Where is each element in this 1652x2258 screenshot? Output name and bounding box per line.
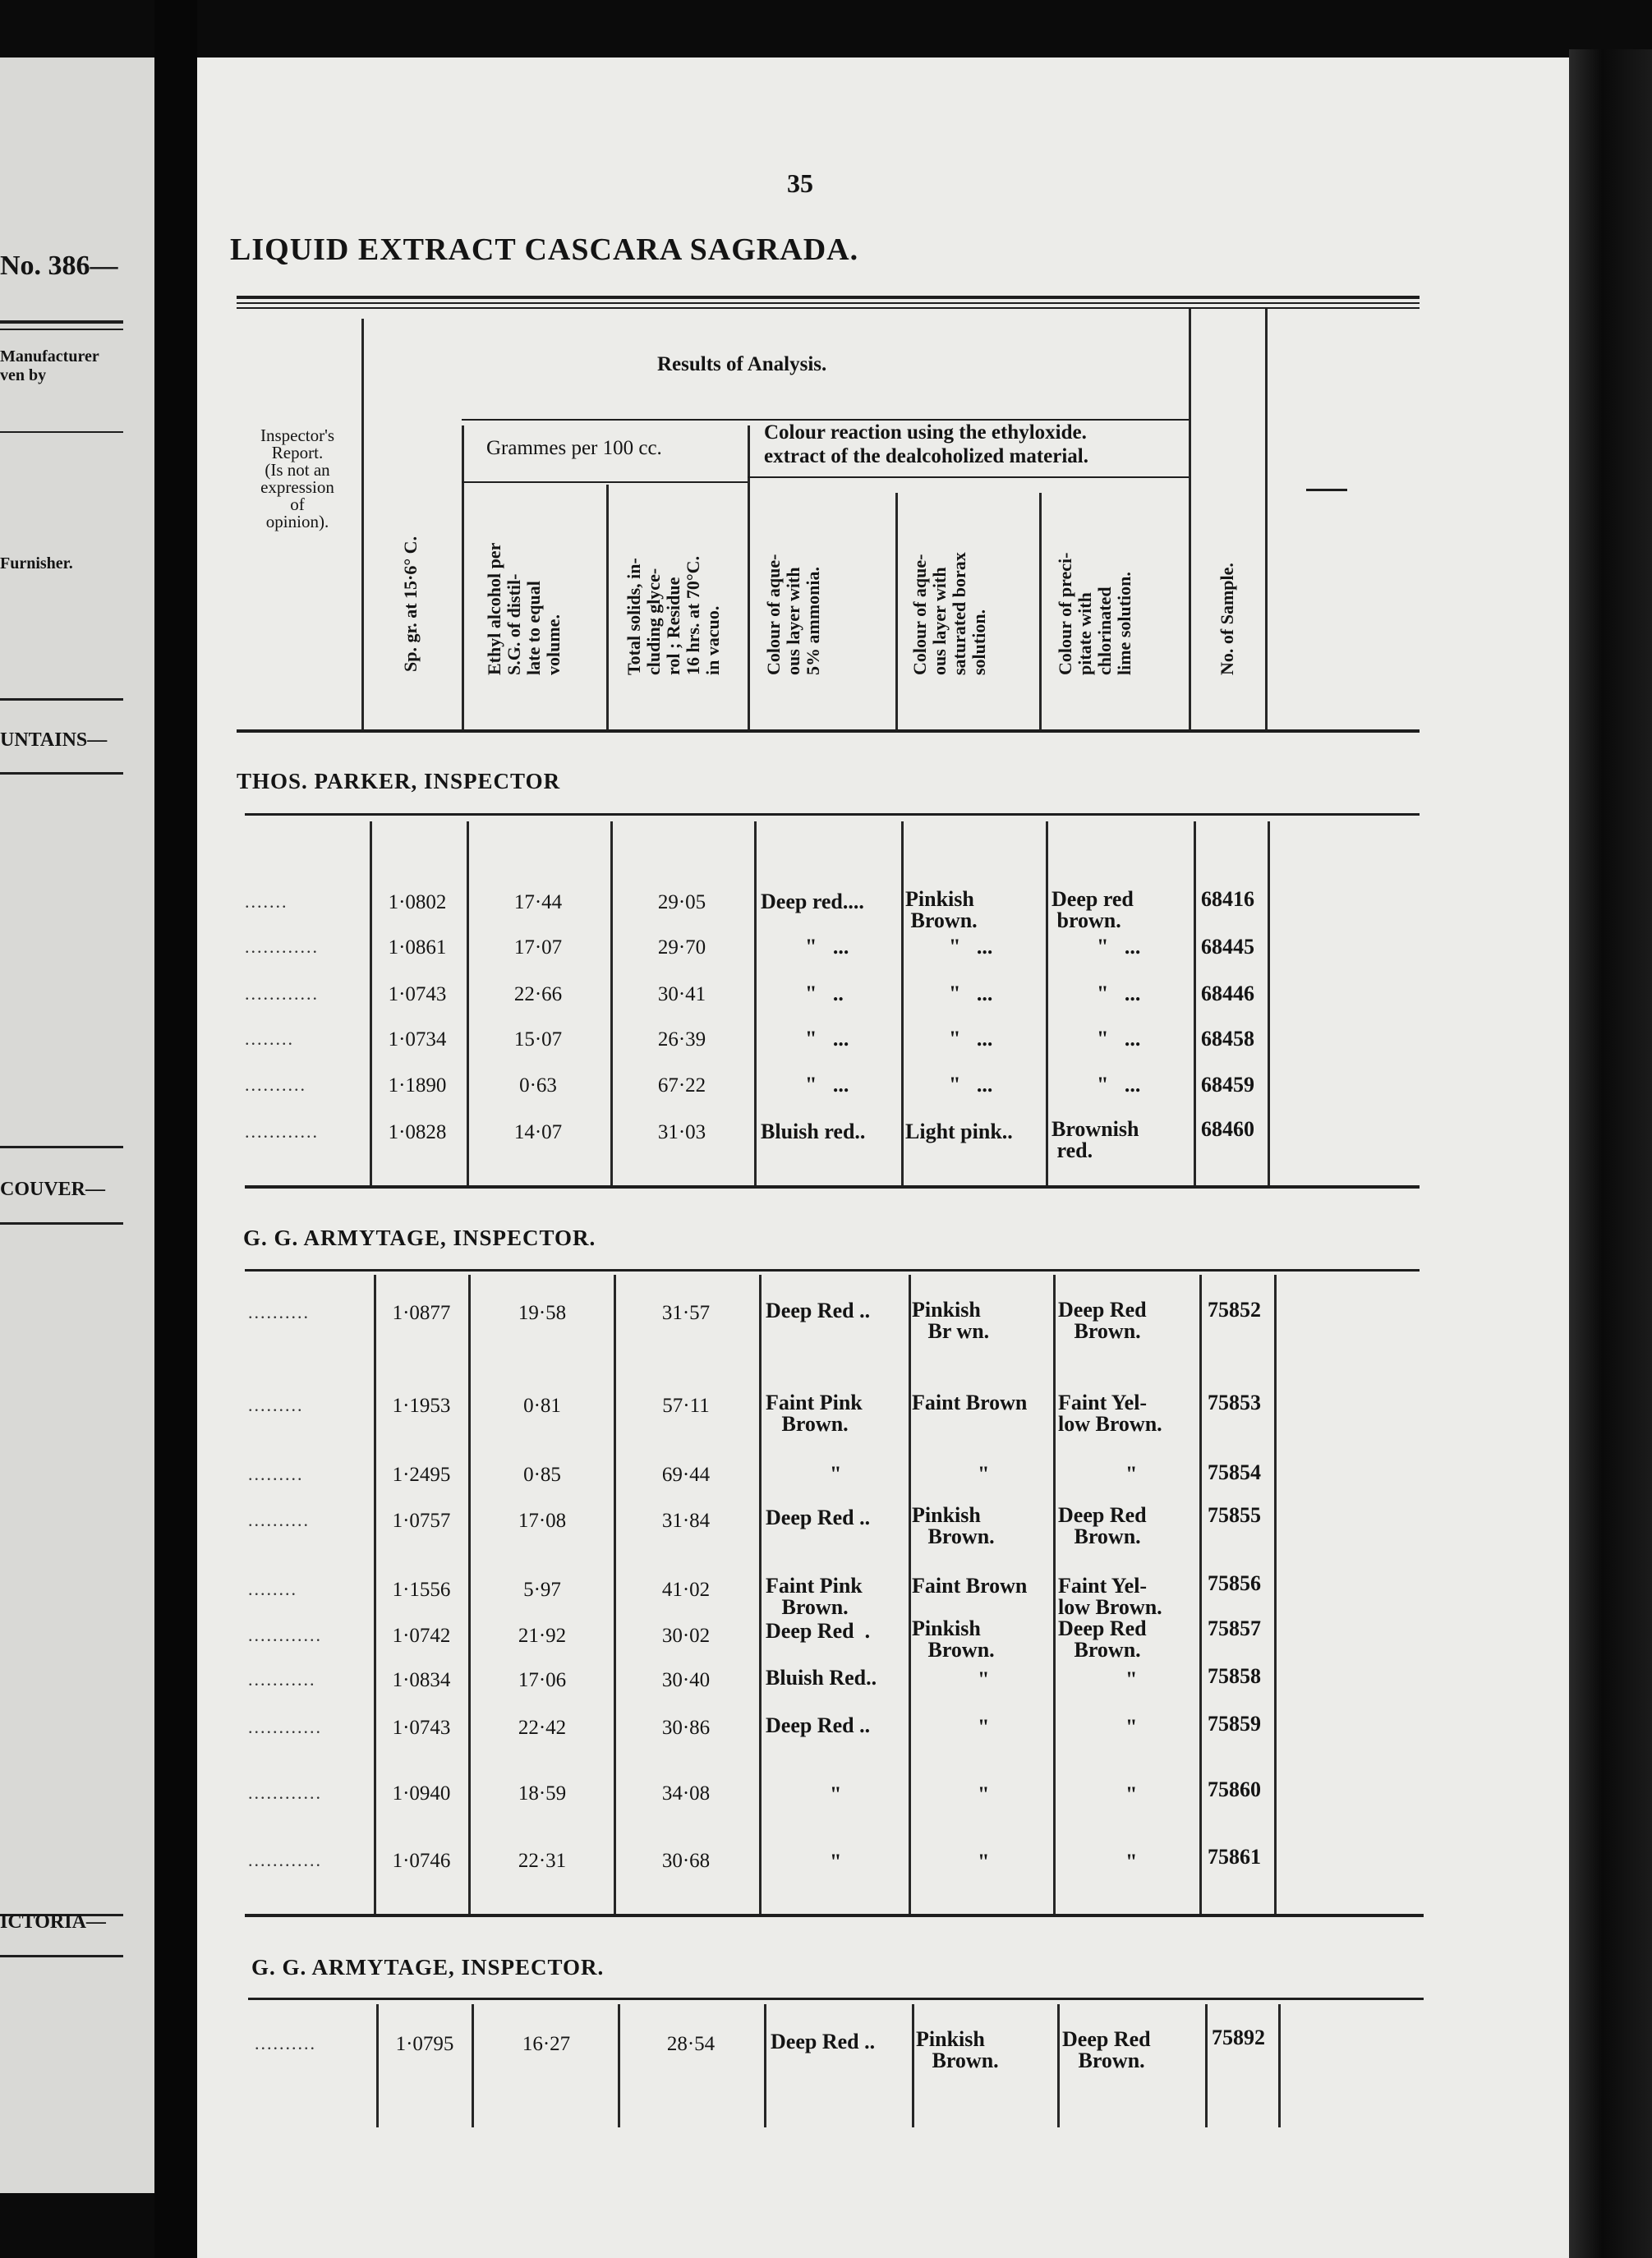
sample-no-cell: 75892 xyxy=(1212,2026,1265,2049)
header-col-precip: Colour of preci- pitate with chlorinated lime solution. xyxy=(1055,552,1134,675)
colour-precip-cell: Deep Red Brown. xyxy=(1058,1616,1147,1662)
colour-borax-cell: " ... xyxy=(949,1073,993,1097)
ethyl-cell: 17·07 xyxy=(513,936,563,959)
report-cell: ............ xyxy=(245,1121,319,1142)
sp-gr-cell: 1·0795 xyxy=(395,2033,454,2055)
ethyl-cell: 0·63 xyxy=(519,1074,557,1097)
colour-precip-cell: " ... xyxy=(1097,1027,1141,1051)
sample-no-cell: 75852 xyxy=(1208,1298,1261,1322)
sp-gr-cell: 1·0940 xyxy=(392,1782,451,1805)
header-results: Results of Analysis. xyxy=(657,353,827,375)
sample-no-cell: 75853 xyxy=(1208,1391,1261,1414)
colour-borax-cell: " xyxy=(978,1715,990,1739)
colour-borax-cell: Pinkish Brown. xyxy=(916,2027,999,2072)
header-col-borax: Colour of aque- ous layer with saturated borax solution. xyxy=(909,552,989,675)
solids-cell: 26·39 xyxy=(657,1028,706,1051)
header-col-ammonia: Colour of aque- ous layer with 5% ammonia. xyxy=(763,554,823,675)
sample-no-cell: 68458 xyxy=(1201,1027,1254,1051)
left-given-by: ven by xyxy=(0,366,47,384)
sp-gr-cell: 1·0861 xyxy=(388,936,447,959)
ethyl-cell: 17·08 xyxy=(518,1510,567,1532)
left-manufacturer: Manufacturer xyxy=(0,347,99,366)
colour-borax-cell: Pinkish Brown. xyxy=(912,1616,995,1662)
solids-cell: 57·11 xyxy=(662,1395,710,1417)
sample-no-cell: 68446 xyxy=(1201,982,1254,1005)
colour-ammonia-cell: Deep Red .. xyxy=(766,1713,871,1737)
left-section-1: UNTAINS— xyxy=(0,729,108,751)
solids-cell: 69·44 xyxy=(661,1464,711,1486)
colour-ammonia-cell: " .. xyxy=(805,982,844,1005)
left-furnisher: Furnisher. xyxy=(0,554,73,573)
ethyl-cell: 14·07 xyxy=(513,1121,563,1143)
solids-cell: 30·86 xyxy=(661,1717,711,1739)
report-cell: ............ xyxy=(245,936,319,957)
colour-borax-cell: Pinkish Brown. xyxy=(912,1503,995,1548)
colour-ammonia-cell: Deep Red .. xyxy=(771,2030,876,2053)
sample-no-cell: 68416 xyxy=(1201,887,1254,911)
header-grammes: Grammes per 100 cc. xyxy=(486,437,662,459)
ethyl-cell: 16·27 xyxy=(522,2033,571,2055)
ethyl-cell: 19·58 xyxy=(518,1302,567,1324)
colour-borax-cell: " ... xyxy=(949,982,993,1005)
colour-borax-cell: " xyxy=(978,1850,990,1874)
colour-precip-cell: Faint Yel- low Brown. xyxy=(1058,1391,1162,1436)
colour-borax-cell: Pinkish Br wn. xyxy=(912,1298,990,1343)
colour-precip-cell: " xyxy=(1125,1462,1138,1486)
sample-no-cell: 68460 xyxy=(1201,1117,1254,1141)
colour-borax-cell: " ... xyxy=(949,935,993,959)
sp-gr-cell: 1·1953 xyxy=(392,1395,451,1417)
solids-cell: 67·22 xyxy=(657,1074,706,1097)
report-cell: ............ xyxy=(248,1625,322,1645)
colour-ammonia-cell: " ... xyxy=(805,1027,849,1051)
colour-ammonia-cell: Deep Red .. xyxy=(766,1299,871,1322)
colour-ammonia-cell: Bluish red.. xyxy=(761,1120,866,1143)
sp-gr-cell: 1·2495 xyxy=(392,1464,451,1486)
sp-gr-cell: 1·0743 xyxy=(388,983,447,1005)
report-cell: ............ xyxy=(248,1850,322,1870)
header-ethyl: Ethyl alcohol per S.G. of distil- late to equal volume. xyxy=(484,542,564,675)
sample-no-cell: 75859 xyxy=(1208,1712,1261,1736)
left-page-fragment xyxy=(0,57,154,2193)
colour-borax-cell: Faint Brown xyxy=(912,1574,1028,1598)
colour-borax-cell: Faint Brown xyxy=(912,1391,1028,1414)
colour-ammonia-cell: " ... xyxy=(805,935,849,959)
ethyl-cell: 22·66 xyxy=(513,983,563,1005)
solids-cell: 30·02 xyxy=(661,1625,711,1647)
sp-gr-cell: 1·0743 xyxy=(392,1717,451,1739)
colour-borax-cell: Pinkish Brown. xyxy=(905,887,978,932)
colour-precip-cell: Deep Red Brown. xyxy=(1058,1503,1147,1548)
solids-cell: 31·57 xyxy=(661,1302,711,1324)
solids-cell: 31·03 xyxy=(657,1121,706,1143)
report-cell: .......... xyxy=(248,1302,310,1322)
colour-precip-cell: " xyxy=(1125,1850,1138,1874)
sp-gr-cell: 1·0802 xyxy=(388,891,447,913)
left-section-2: COUVER— xyxy=(0,1179,106,1200)
sp-gr-cell: 1·0746 xyxy=(392,1850,451,1872)
colour-precip-cell: Deep Red Brown. xyxy=(1058,1298,1147,1343)
colour-ammonia-cell: " xyxy=(830,1850,842,1874)
colour-ammonia-cell: " ... xyxy=(805,1073,849,1097)
report-cell: ............ xyxy=(248,1782,322,1803)
inspector-heading: G. G. ARMYTAGE, INSPECTOR. xyxy=(251,1955,605,1980)
left-section-3: ICTORIA— xyxy=(0,1911,106,1933)
sp-gr-cell: 1·0834 xyxy=(392,1669,451,1691)
document-page xyxy=(197,57,1569,2258)
sample-no-cell: 75858 xyxy=(1208,1664,1261,1688)
colour-precip-cell: " xyxy=(1125,1782,1138,1806)
colour-borax-cell: " ... xyxy=(949,1027,993,1051)
page-number: 35 xyxy=(787,168,813,198)
colour-precip-cell: Faint Yel- low Brown. xyxy=(1058,1574,1162,1619)
sp-gr-cell: 1·1556 xyxy=(392,1579,451,1601)
colour-ammonia-cell: Deep red.... xyxy=(761,890,864,913)
header-colour-reaction: Colour reaction using the ethyloxide. extract of the dealcoholized material. xyxy=(764,421,1089,467)
report-cell: ........ xyxy=(245,1028,294,1049)
page-title: LIQUID EXTRACT CASCARA SAGRADA. xyxy=(230,232,859,267)
sp-gr-cell: 1·0828 xyxy=(388,1121,447,1143)
ethyl-cell: 0·85 xyxy=(523,1464,561,1486)
sample-no-cell: 75857 xyxy=(1208,1616,1261,1640)
ethyl-cell: 5·97 xyxy=(523,1579,561,1601)
colour-precip-cell: Deep Red Brown. xyxy=(1062,2027,1151,2072)
header-sp-gr: Sp. gr. at 15·6° C. xyxy=(400,536,421,672)
report-cell: ............ xyxy=(245,983,319,1004)
report-cell: ......... xyxy=(248,1395,304,1415)
colour-precip-cell: " xyxy=(1125,1715,1138,1739)
colour-ammonia-cell: Faint Pink Brown. xyxy=(766,1391,863,1436)
solids-cell: 41·02 xyxy=(661,1579,711,1601)
sample-no-cell: 68459 xyxy=(1201,1073,1254,1097)
solids-cell: 30·40 xyxy=(661,1669,711,1691)
ethyl-cell: 22·31 xyxy=(518,1850,567,1872)
report-cell: ........ xyxy=(248,1579,297,1599)
sp-gr-cell: 1·0877 xyxy=(392,1302,451,1324)
colour-precip-cell: " ... xyxy=(1097,982,1141,1005)
ethyl-cell: 18·59 xyxy=(518,1782,567,1805)
ethyl-cell: 17·06 xyxy=(518,1669,567,1691)
sample-no-cell: 75861 xyxy=(1208,1845,1261,1869)
header-sample-no: No. of Sample. xyxy=(1217,563,1237,675)
colour-precip-cell: Brownish red. xyxy=(1051,1117,1139,1162)
report-cell: ............ xyxy=(248,1717,322,1737)
colour-precip-cell: " ... xyxy=(1097,935,1141,959)
solids-cell: 30·41 xyxy=(657,983,706,1005)
report-cell: .......... xyxy=(248,1510,310,1530)
header-solids: Total solids, in- cluding glyce- rol ; Residue 16 hrs. at 70°C. in vacuo. xyxy=(624,555,723,675)
colour-ammonia-cell: Bluish Red.. xyxy=(766,1666,877,1690)
colour-precip-cell: " xyxy=(1125,1667,1138,1691)
solids-cell: 30·68 xyxy=(661,1850,711,1872)
sp-gr-cell: 1·0757 xyxy=(392,1510,451,1532)
colour-ammonia-cell: " xyxy=(830,1782,842,1806)
report-cell: ........... xyxy=(248,1669,316,1690)
solids-cell: 31·84 xyxy=(661,1510,711,1532)
solids-cell: 29·70 xyxy=(657,936,706,959)
colour-precip-cell: Deep red brown. xyxy=(1051,887,1134,932)
sample-no-cell: 75856 xyxy=(1208,1571,1261,1595)
sample-no-cell: 75855 xyxy=(1208,1503,1261,1527)
sp-gr-cell: 1·0734 xyxy=(388,1028,447,1051)
sample-no-cell: 68445 xyxy=(1201,935,1254,959)
ethyl-cell: 21·92 xyxy=(518,1625,567,1647)
colour-ammonia-cell: Deep Red . xyxy=(766,1619,871,1643)
solids-cell: 29·05 xyxy=(657,891,706,913)
inspector-heading: G. G. ARMYTAGE, INSPECTOR. xyxy=(243,1226,596,1250)
page-edge xyxy=(1569,49,1652,2258)
colour-borax-cell: " xyxy=(978,1462,990,1486)
colour-ammonia-cell: " xyxy=(830,1462,842,1486)
ethyl-cell: 22·42 xyxy=(518,1717,567,1739)
ethyl-cell: 0·81 xyxy=(523,1395,561,1417)
header-inspector-report: Inspector's Report. (Is not an expression of opinion). xyxy=(260,425,335,531)
colour-precip-cell: " ... xyxy=(1097,1073,1141,1097)
ethyl-cell: 15·07 xyxy=(513,1028,563,1051)
sp-gr-cell: 1·1890 xyxy=(388,1074,447,1097)
colour-ammonia-cell: Deep Red .. xyxy=(766,1506,871,1529)
sample-no-cell: 75860 xyxy=(1208,1777,1261,1801)
book-spine xyxy=(154,0,197,2258)
colour-borax-cell: Light pink.. xyxy=(905,1120,1013,1143)
left-page-number: No. 386— xyxy=(0,251,118,281)
ethyl-cell: 17·44 xyxy=(513,891,563,913)
colour-ammonia-cell: Faint Pink Brown. xyxy=(766,1574,863,1619)
solids-cell: 34·08 xyxy=(661,1782,711,1805)
report-cell: .......... xyxy=(245,1074,306,1095)
report-cell: ......... xyxy=(248,1464,304,1484)
sample-no-cell: 75854 xyxy=(1208,1460,1261,1484)
report-cell: .......... xyxy=(255,2033,316,2053)
colour-borax-cell: " xyxy=(978,1667,990,1691)
sp-gr-cell: 1·0742 xyxy=(392,1625,451,1647)
report-cell: ....... xyxy=(245,891,288,912)
inspector-heading: THOS. PARKER, INSPECTOR xyxy=(237,769,561,793)
solids-cell: 28·54 xyxy=(666,2033,716,2055)
colour-borax-cell: " xyxy=(978,1782,990,1806)
